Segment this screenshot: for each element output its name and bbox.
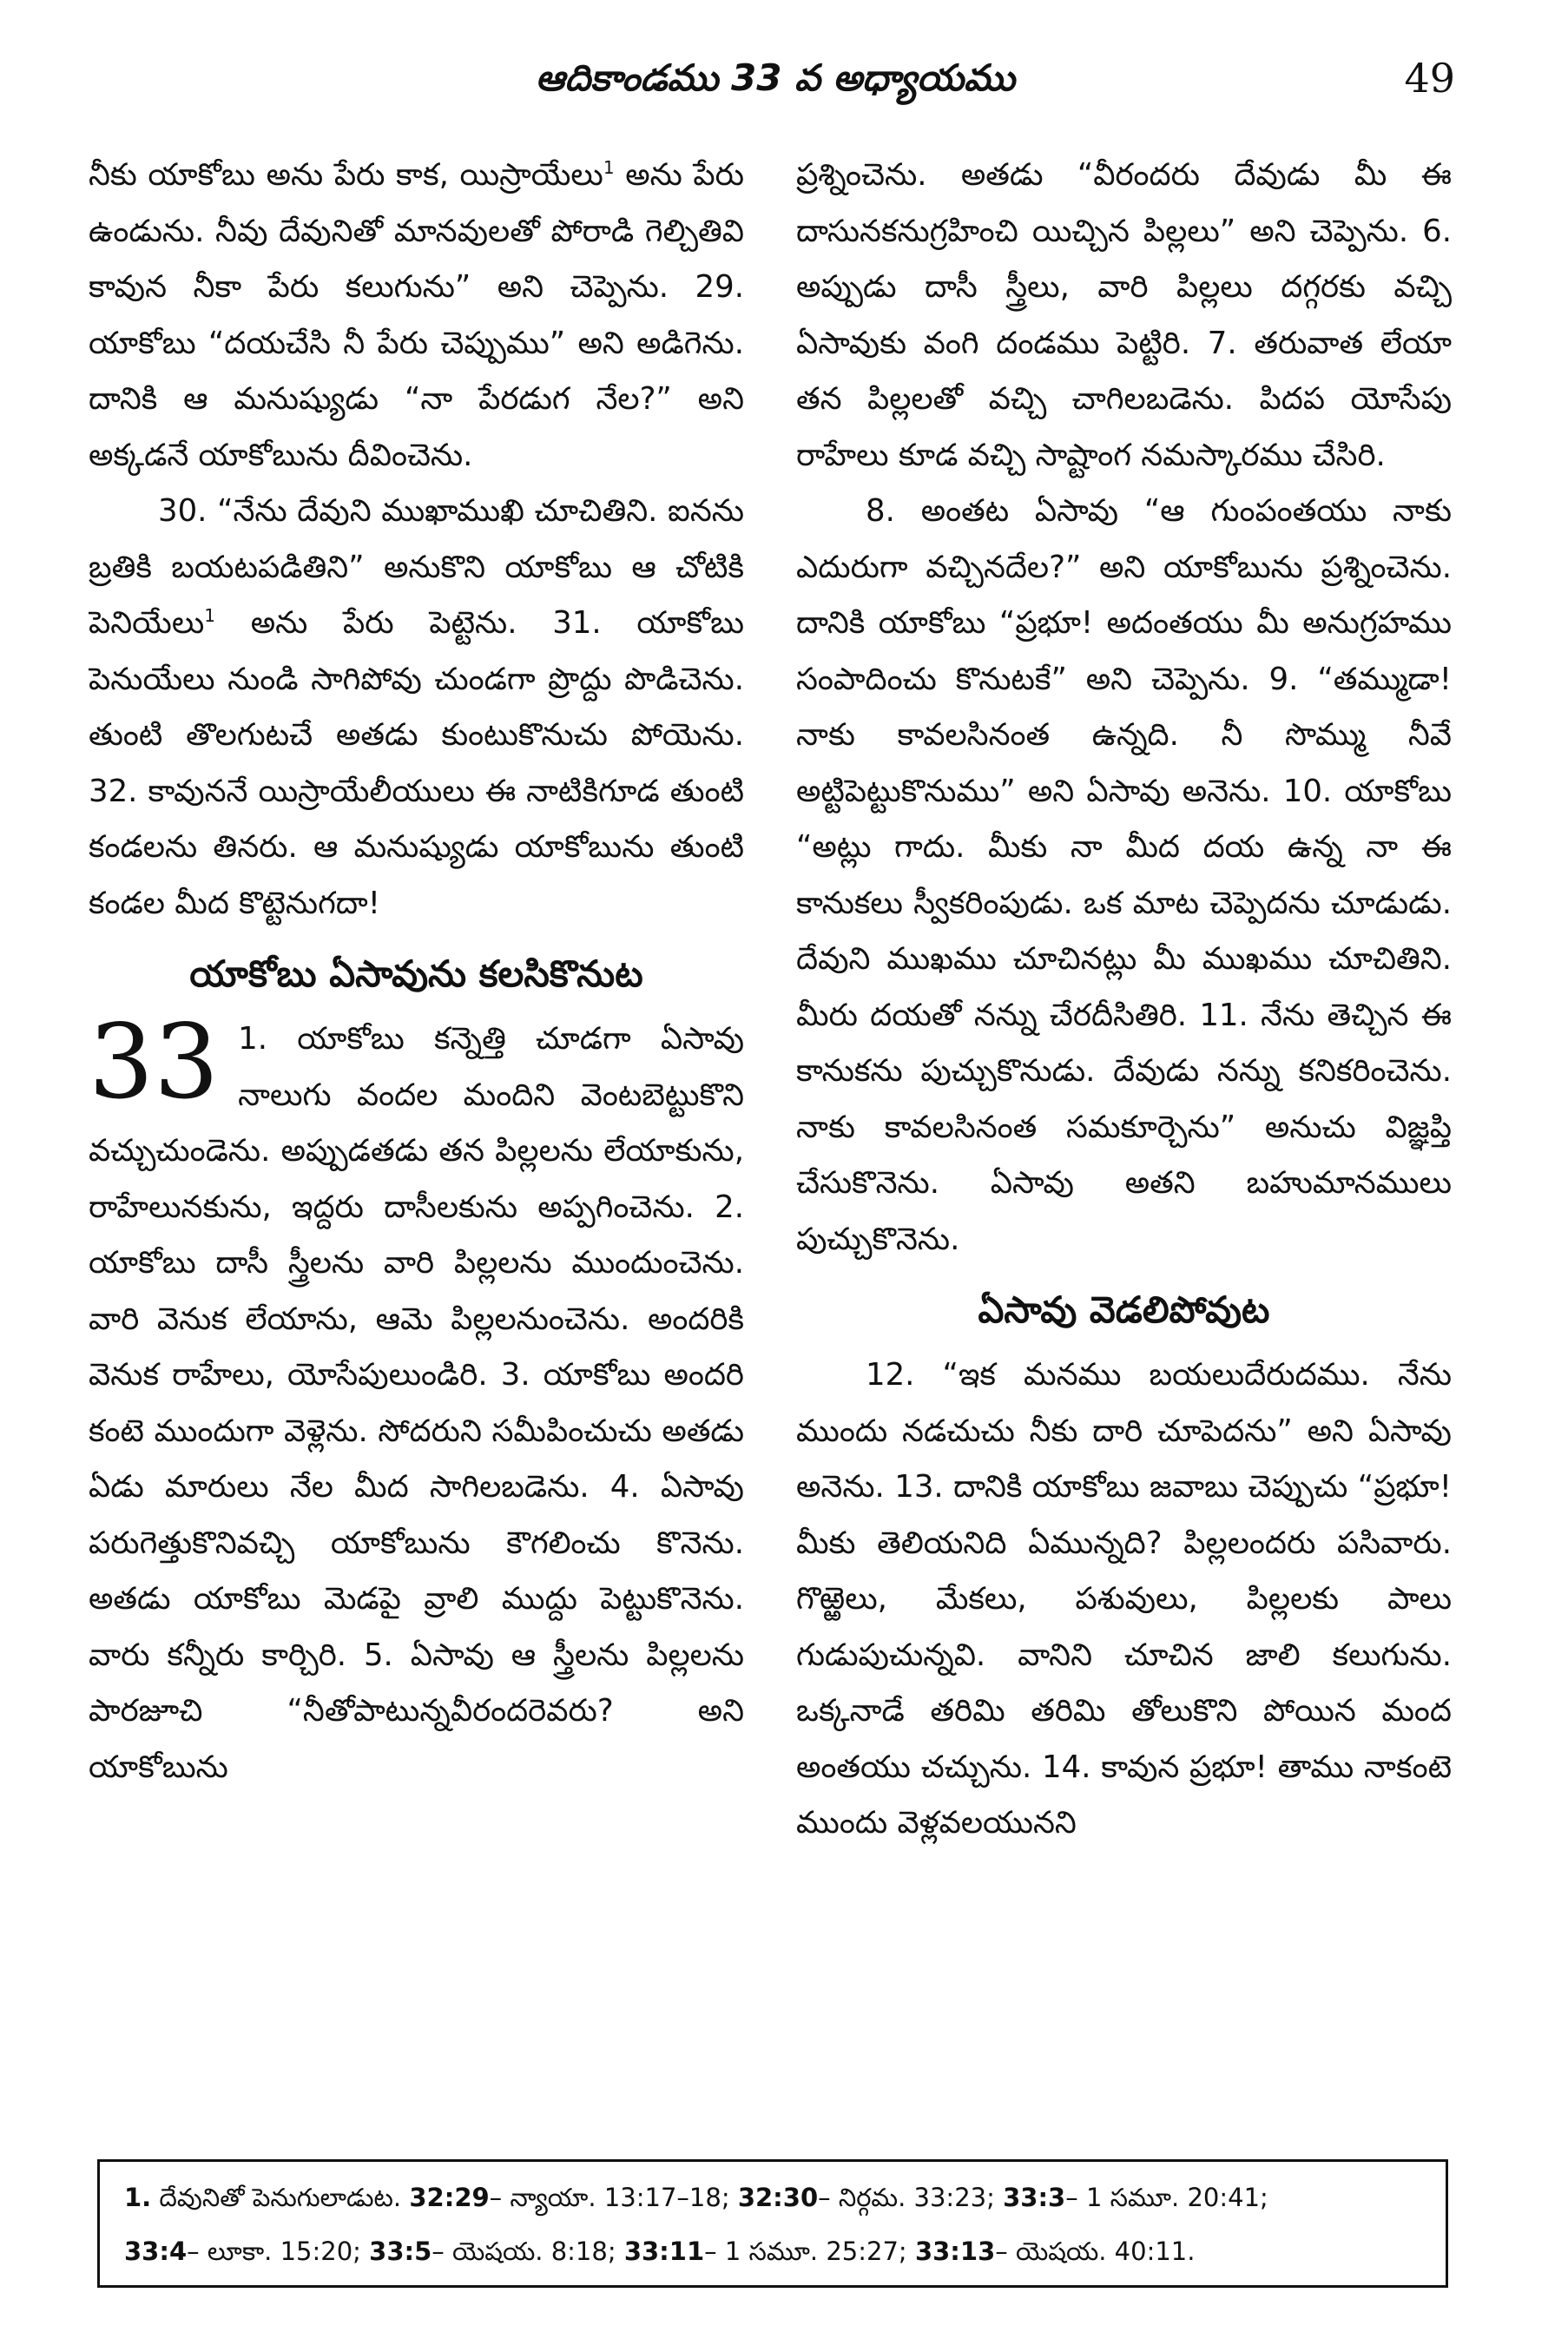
text-run: అను పేరు పెట్టెను. 31. యాకోబు పెనుయేలు నుండి సాగిపోవు చుండగా ప్రొద్దు పొడిచెను. తుంటి తొలగుటచే అతడు కుంటుకొనుచు పోయెను. 32. కావుననే యిస్రాయేలీయులు ఈ నాటికిగూడ తుంటి కండలను తినరు. ఆ మనుష్యుడు యాకోబును తుంటి కండల మీద కొట్టెనుగదా! (89, 605, 744, 921)
reference-text: – యెషయ. 8:18; (432, 2237, 624, 2266)
running-head (96, 43, 1455, 113)
footnote-line (124, 2171, 1421, 2224)
cross-reference: 33:5 (369, 2237, 432, 2266)
footnote-line (124, 2224, 1421, 2278)
reference-text: – 1 సమూ. 25:27; (704, 2237, 915, 2266)
text-columns (89, 148, 1452, 2127)
text-run: 1. యాకోబు కన్నెత్తి చూడగా ఏసావు నాలుగు వందల మందిని వెంటబెట్టుకొని వచ్చుచుండెను. అప్పుడతడు తన పిల్లలను లేయాకును, రాహేలునకును, ఇద్దరు దాసీలకును అప్పగించెను. 2. యాకోబు దాసీ స్త్రీలను వారి పిల్లలను ముందుంచెను. వారి వెనుక లేయాను, ఆమె పిల్లలనుంచెను. అందరికి వెనుక రాహేలు, యోసేపులుండిరి. 3. యాకోబు అందరి కంటె ముందుగా వెళ్లెను. సోదరుని సమీపించుచు అతడు ఏడు మారులు నేల మీద సాగిలబడెను. 4. ఏసావు పరుగెత్తుకొనివచ్చి యాకోబును కౌగలించు కొనెను. అతడు యాకోబు మెడపై వ్రాలి ముద్దు పెట్టుకొనెను. వారు కన్నీరు కార్చిరి. 5. ఏసావు ఆ స్త్రీలను పిల్లలను పారజూచి “నీతోపాటున్నవీరందరెవరు? అని యాకోబును (89, 1021, 744, 1785)
cross-reference: 33:3 (1003, 2183, 1066, 2212)
chapter-number: 33 (89, 1002, 220, 1122)
text-run: 30. “నేను దేవుని ముఖాముఖి చూచితిని. ఐనను బ్రతికి బయటపడితిని” అనుకొని యాకోబు ఆ చోటికి పెనియేలు (89, 493, 744, 641)
reference-text: – 1 సమూ. 20:41; (1065, 2183, 1268, 2212)
footnote-number: 1. (124, 2183, 152, 2212)
right-column (796, 148, 1452, 2127)
footnote-box (97, 2159, 1448, 2288)
reference-text: – యెషయ. 40:11. (995, 2237, 1196, 2266)
cross-reference: 33:4 (124, 2237, 188, 2266)
reference-text: – న్యాయా. 13:17–18; (489, 2183, 738, 2212)
footnote-marker: 1 (204, 605, 216, 627)
paragraph (89, 148, 744, 484)
paragraph: ప్రశ్నించెను. అతడు “వీరందరు దేవుడు మీ ఈ దాసునకనుగ్రహించి యిచ్చిన పిల్లలు” అని చెప్పెను. 6. అప్పుడు దాసీ స్త్రీలు, వారి పిల్లలు దగ్గరకు వచ్చి ఏసావుకు వంగి దండము పెట్టిరి. 7. తరువాత లేయా తన పిల్లలతో వచ్చి చాగిలబడెను. పిదప యోసేపు రాహేలు కూడ వచ్చి సాష్టాంగ నమస్కారము చేసిరి. (796, 157, 1452, 473)
footnote-text: దేవునితో పెనుగులాడుట. (151, 2183, 410, 2212)
text-run: అను పేరు ఉండును. నీవు దేవునితో మానవులతో పోరాడి గెల్చితివి కావున నీకా పేరు కలుగును” అని చెప్పెను. 29. యాకోబు “దయచేసి నీ పేరు చెప్పుము” అని అడిగెను. దానికి ఆ మనుష్యుడు “నా పేరడుగ నేల?” అని అక్కడనే యాకోబును దీవించెను. (89, 157, 744, 473)
left-column (89, 148, 744, 2127)
cross-reference: 33:13 (914, 2237, 996, 2266)
cross-reference: 32:30 (737, 2183, 819, 2212)
reference-text: – నిర్గమ. 33:23; (818, 2183, 1004, 2212)
section-heading: యాకోబు ఏసావును కలసికొనుట (189, 952, 643, 995)
paragraph (89, 1002, 744, 1795)
reference-text: – లూకా. 15:20; (187, 2237, 370, 2266)
paragraph: 12. “ఇక మనము బయలుదేరుదము. నేను ముందు నడచుచు నీకు దారి చూపెదను” అని ఏసావు అనెను. 13. దానికి యాకోబు జవాబు చెప్పుచు “ప్రభూ! మీకు తెలియనిది ఏమున్నది? పిల్లలందరు పసివారు. గొఱ్ఱెలు, మేకలు, పశువులు, పిల్లలకు పాలు గుడుపుచున్నవి. వానిని చూచిన జాలి కలుగును. ఒక్కనాడే తరిమి తరిమి తోలుకొని పోయిన మంద అంతయు చచ్చును. 14. కావున ప్రభూ! తాము నాకంటె ముందు వెళ్లవలయునని (796, 1357, 1452, 1841)
paragraph: 8. అంతట ఏసావు “ఆ గుంపంతయు నాకు ఎదురుగా వచ్చినదేల?” అని యాకోబును ప్రశ్నించెను. దానికి యాకోబు “ప్రభూ! అదంతయు మీ అనుగ్రహము సంపాదించు కొనుటకే” అని చెప్పెను. 9. “తమ్ముడా! నాకు కావలసినంత ఉన్నది. నీ సొమ్ము నీవే అట్టిపెట్టుకొనుము” అని ఏసావు అనెను. 10. యాకోబు “అట్లు గాదు. మీకు నా మీద దయ ఉన్న నా ఈ కానుకలు స్వీకరింపుడు. ఒక మాట చెప్పెదను చూడుడు. దేవుని ముఖము చూచినట్లు మీ ముఖము చూచితిని. మీరు దయతో నన్ను చేరదీసితిరి. 11. నేను తెచ్చిన ఈ కానుకను పుచ్చుకొనుడు. దేవుడు నన్ను కనికరించెను. నాకు కావలసినంత సమకూర్చెను” అనుచు విజ్ఞప్తి చేసుకొనెను. ఏసావు అతని బహుమానములు పుచ్చుకొనెను. (796, 493, 1452, 1257)
footnote-marker: 1 (603, 157, 615, 179)
section-heading: ఏసావు వెడలిపోవుట (978, 1288, 1270, 1331)
text-run: నీకు యాకోబు అను పేరు కాక, యిస్రాయేలు (89, 157, 603, 193)
cross-reference: 33:11 (623, 2237, 705, 2266)
paragraph (89, 484, 744, 932)
cross-reference: 32:29 (409, 2183, 490, 2212)
page-number: 49 (1404, 55, 1455, 102)
page-title: ఆదికాండము 33 వ అధ్యాయము (535, 56, 1016, 99)
